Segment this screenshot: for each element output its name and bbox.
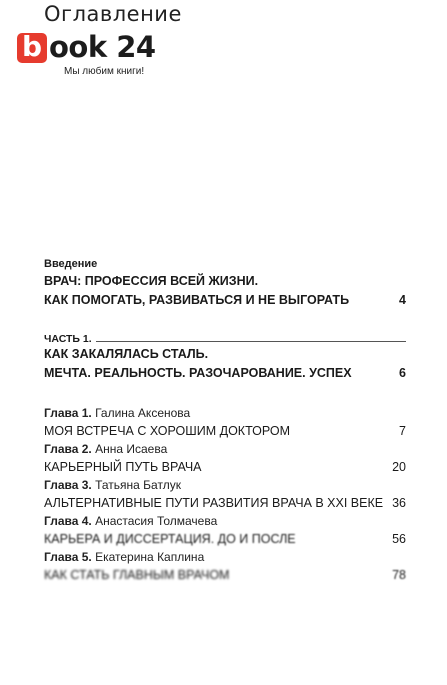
logo-b-badge xyxy=(17,30,47,63)
part1-page-number: 6 xyxy=(399,366,406,380)
chapter-title: МОЯ ВСТРЕЧА С ХОРОШИМ ДОКТОРОМ xyxy=(44,424,291,438)
intro-title-line2-text: КАК ПОМОГАТЬ, РАЗВИВАТЬСЯ И НЕ ВЫГОРАТЬ xyxy=(44,293,350,307)
intro-title-line1: ВРАЧ: ПРОФЕССИЯ ВСЕЙ ЖИЗНИ. xyxy=(44,274,259,288)
chapter-title-row xyxy=(44,458,406,476)
chapter-page-number: 56 xyxy=(392,532,406,546)
chapter-author: Татьяна Батлук xyxy=(95,478,181,492)
chapter-item xyxy=(44,441,406,476)
chapter-author: Анна Исаева xyxy=(95,442,168,456)
page-title: Оглавление xyxy=(44,2,182,26)
intro-section xyxy=(44,257,406,310)
chapter-head xyxy=(44,405,406,422)
chapter-label: Глава 2. xyxy=(44,442,92,456)
chapter-title-row xyxy=(44,530,406,548)
part1-title-line2 xyxy=(44,364,406,383)
intro-title-line2 xyxy=(44,291,406,310)
chapter-item xyxy=(44,549,406,584)
chapter-head xyxy=(44,441,406,458)
chapter-label: Глава 3. xyxy=(44,478,92,492)
chapter-item xyxy=(44,405,406,440)
chapter-author: Анастасия Толмачева xyxy=(95,514,218,528)
chapter-page-number: 36 xyxy=(392,496,406,510)
intro-label: Введение xyxy=(44,258,98,270)
chapter-label: Глава 4. xyxy=(44,514,92,528)
part1-title-line1: КАК ЗАКАЛЯЛАСЬ СТАЛЬ. xyxy=(44,347,209,361)
chapter-head xyxy=(44,549,406,566)
chapter-page-number: 20 xyxy=(392,460,406,474)
book24-logo[interactable] xyxy=(17,31,167,79)
chapter-label: Глава 5. xyxy=(44,550,92,564)
chapter-page-number: 78 xyxy=(392,568,406,582)
chapter-title-row xyxy=(44,566,406,584)
logo-b-letter: b xyxy=(21,30,43,63)
part1-divider xyxy=(96,341,406,342)
chapter-list xyxy=(44,405,406,584)
chapter-title: АЛЬТЕРНАТИВНЫЕ ПУТИ РАЗВИТИЯ ВРАЧА В XXI ВЕКЕ xyxy=(44,496,384,510)
chapter-author: Галина Аксенова xyxy=(95,406,191,420)
chapter-page-number: 7 xyxy=(399,424,406,438)
chapter-title: КАРЬЕРНЫЙ ПУТЬ ВРАЧА xyxy=(44,460,202,474)
chapter-title: КАРЬЕРА И ДИССЕРТАЦИЯ. ДО И ПОСЛЕ xyxy=(44,532,296,546)
intro-page-number: 4 xyxy=(399,293,406,307)
logo-wordmark: ook 24 xyxy=(49,30,156,64)
part1-header xyxy=(44,333,406,345)
part1-label: ЧАСТЬ 1. xyxy=(44,333,92,345)
chapter-head xyxy=(44,477,406,494)
chapter-title-row xyxy=(44,422,406,440)
chapter-head xyxy=(44,513,406,530)
chapter-item xyxy=(44,513,406,548)
chapter-author: Екатерина Каплина xyxy=(95,550,205,564)
table-of-contents xyxy=(44,257,406,585)
logo-tagline: Мы любим книги! xyxy=(64,66,145,77)
chapter-item xyxy=(44,477,406,512)
chapter-label: Глава 1. xyxy=(44,406,92,420)
chapter-title: КАК СТАТЬ ГЛАВНЫМ ВРАЧОМ xyxy=(44,568,230,582)
part1-title-line2-text: МЕЧТА. РЕАЛЬНОСТЬ. РАЗОЧАРОВАНИЕ. УСПЕХ xyxy=(44,366,352,380)
chapter-title-row xyxy=(44,494,406,512)
